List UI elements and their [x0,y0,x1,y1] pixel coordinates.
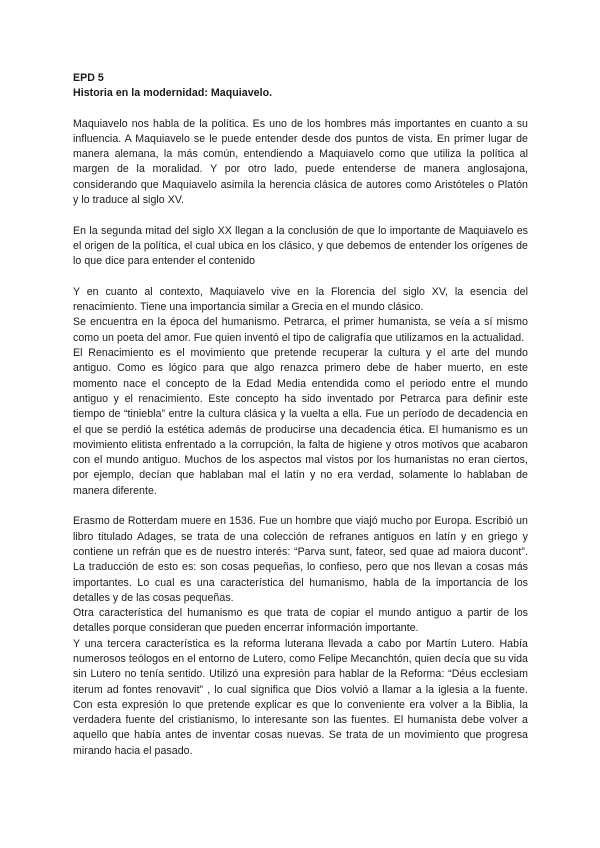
paragraph-humanism: Se encuentra en la época del humanismo. Petrarca, el primer humanista, se veía a sí mismo como un poeta del amor. Fue quien inventó el tipo de caligrafía que utilizamos en la actualidad. [73,316,528,344]
paragraph-erasmus: Erasmo de Rotterdam muere en 1536. Fue un hombre que viajó mucho por Europa. Escribió un libro titulado Adages, se trata de una colección de refranes antiguos en latín y en griego y contiene un refrán que es de nuestro interés: “Parva sunt, fateor, sed quae ad maiora ducont”. La traducción de esto es: son cosas pequeñas, lo confieso, pero que nos llevan a cosas más importantes. Lo cual es una característica del humanismo, habla de la importancia de los detalles y de las cosas pequeñas. [73,515,528,604]
paragraph-renaissance: El Renacimiento es el movimiento que pretende recuperar la cultura y el arte del mundo antiguo. Como es lógico para que algo renazca primero debe de haber muerto, en este momento nace el concepto de la Edad Media entendida como el periodo entre el mundo antiguo y el renacimiento. Este concepto ha sido inventado por Petrarca para definir este tiempo de “tiniebla” entre la cultura clásica y la vuelta a ella. Fue un período de decadencia en el que se perdió la estética además de producirse una decadencia ética. El humanismo es un movimiento elitista enfrentado a la corrupción, la falta de higiene y otros motivos que acabaron con el mundo antiguo. Muchos de los aspectos mal vistos por los humanistas no eran ciertos, por ejemplo, decían que hablaban mal el latín y no era verdad, solamente lo hablaban de manera diferente. [73,347,528,497]
document-code: EPD 5 [73,72,104,84]
paragraph-luther: Y una tercera característica es la reforma luterana llevada a cabo por Martín Lutero. Había numerosos teólogos en el entorno de Lutero, como Felipe Mecanchtón, quien decía que su vida sin Lutero no tenía sentido. Utilizó una expresión para hablar de la Reforma: “Déus ecclesiam iterum ad fontes renovavit” , lo cual significa que Dios volvió a llamar a la iglesia a la fuente. Con esta expresión lo que pretende explicar es que lo conveniente era volver a la Biblia, la verdadera fuente del cristianismo, lo interesante son las fuentes. El humanista debe volver a aquello que había antes de inventar cosas nuevas. Se trata de un movimiento que progresa mirando hacia el pasado. [73,637,528,757]
paragraph-influence: Maquiavelo nos habla de la política. Es uno de los hombres más importantes en cuanto a su influencia. A Maquiavelo se le puede entender desde dos puntos de vista. En primer lugar de manera alemana, la más común, entendiendo a Maquiavelo como que utiliza la política al margen de la moralidad. Y por otro lado, puede entenderse de manera anglosajona, considerando que Maquiavelo asimila la herencia clásica de autores como Aristóteles o Platón y lo traduce al siglo XV. [73,117,528,207]
paragraph-twentieth-century: En la segunda mitad del siglo XX llegan a la conclusión de que lo importante de Maquiavelo es el origen de la política, el cual ubica en los clásico, y que debemos de entender los orígenes de lo que dice para entender el contenido [73,224,528,268]
paragraph-context: Y en cuanto al contexto, Maquiavelo vive en la Florencia del siglo XV, la esencia del renacimiento. Tiene una importancia similar a Grecia en el mundo clásico. [73,285,528,314]
paragraph-second-characteristic: Otra característica del humanismo es que trata de copiar el mundo antiguo a partir de los detalles porque consideran que pueden encerrar información importante. [73,607,528,635]
document-title: Historia en la modernidad: Maquiavelo. [73,87,273,100]
document-body [73,71,528,759]
